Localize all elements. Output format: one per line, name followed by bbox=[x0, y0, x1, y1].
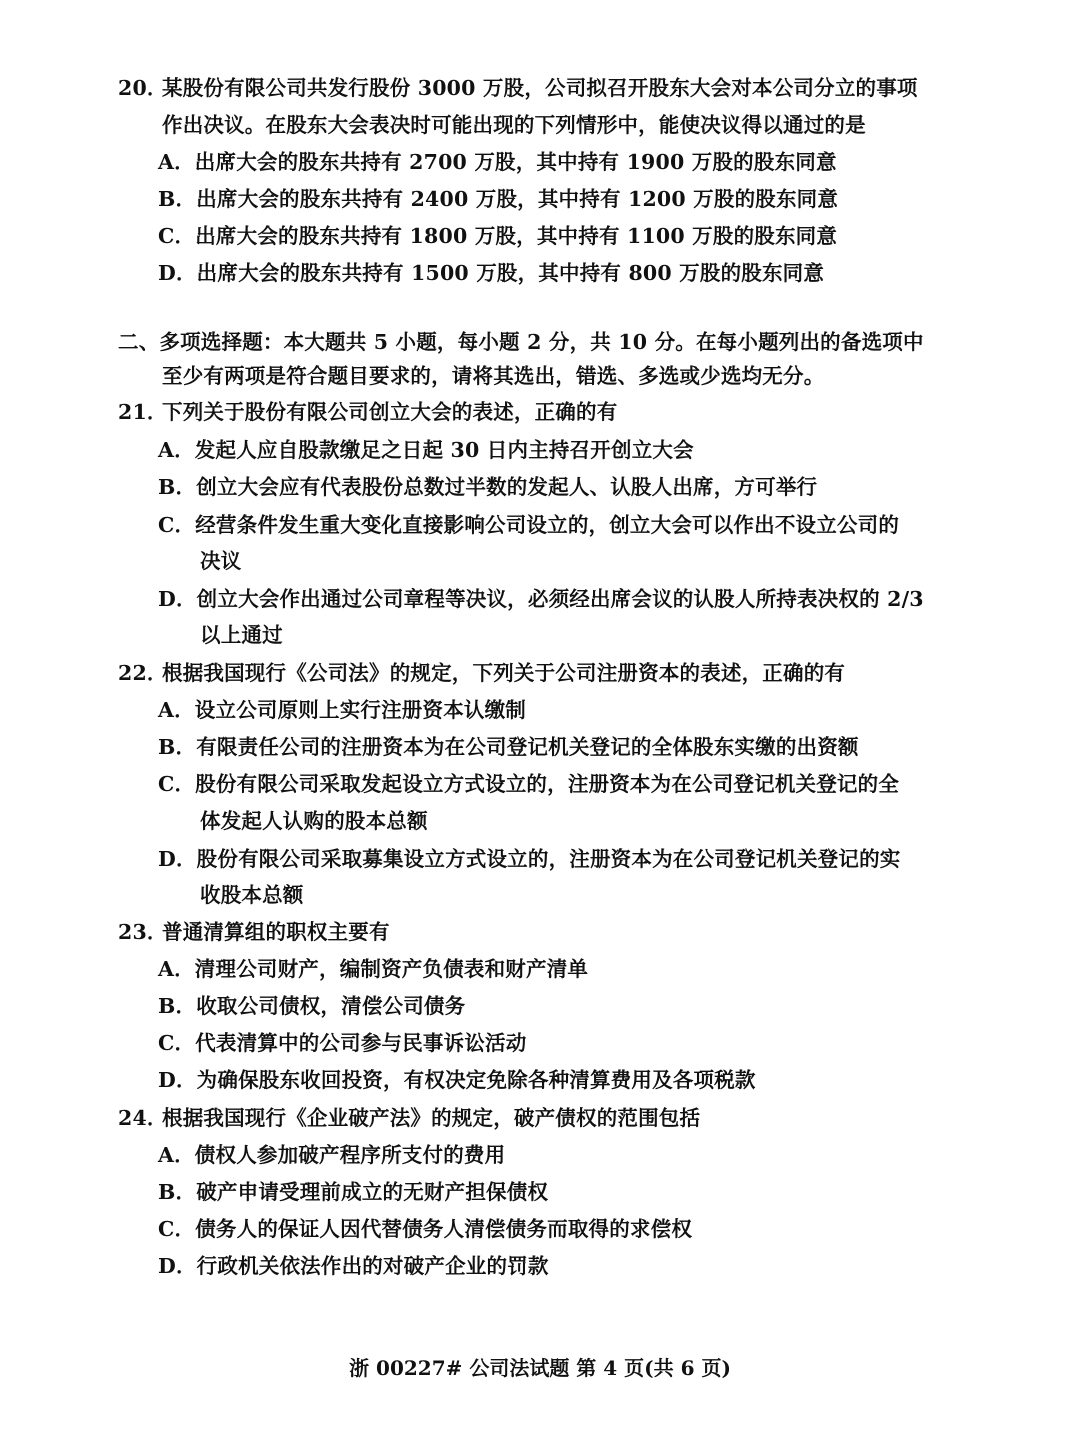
option-c: C．债务人的保证人因代替债务人清偿债务而取得的求偿权 bbox=[158, 1217, 693, 1241]
option-a: A．出席大会的股东共持有 2700 万股，其中持有 1900 万股的股东同意 bbox=[158, 150, 837, 174]
option-a: A．清理公司财产，编制资产负债表和财产清单 bbox=[158, 957, 589, 981]
option-a: A．发起人应自股款缴足之日起 30 日内主持召开创立大会 bbox=[158, 438, 694, 462]
option-a: A．债权人参加破产程序所支付的费用 bbox=[158, 1143, 506, 1167]
question-text-cont: 作出决议。在股东大会表决时可能出现的下列情形中，能使决议得以通过的是 bbox=[162, 113, 866, 137]
option-b: B．破产申请受理前成立的无财产担保债权 bbox=[158, 1180, 549, 1204]
question-text: 普通清算组的职权主要有 bbox=[162, 920, 390, 944]
option-c: C．股份有限公司采取发起设立方式设立的，注册资本为在公司登记机关登记的全 bbox=[158, 772, 900, 796]
option-d-cont: 以上通过 bbox=[200, 623, 283, 647]
option-d: D．创立大会作出通过公司章程等决议，必须经出席会议的认股人所持表决权的 2/3 bbox=[158, 587, 924, 611]
option-b: B．出席大会的股东共持有 2400 万股，其中持有 1200 万股的股东同意 bbox=[158, 187, 839, 211]
option-c-cont: 体发起人认购的股本总额 bbox=[200, 809, 428, 833]
option-c: C．经营条件发生重大变化直接影响公司设立的，创立大会可以作出不设立公司的 bbox=[158, 513, 900, 537]
option-d-cont: 收股本总额 bbox=[200, 883, 304, 907]
option-d: D．行政机关依法作出的对破产企业的罚款 bbox=[158, 1254, 549, 1278]
option-a: A．设立公司原则上实行注册资本认缴制 bbox=[158, 698, 527, 722]
question-number: 21． bbox=[118, 400, 168, 424]
option-d: D．为确保股东收回投资，有权决定免除各种清算费用及各项税款 bbox=[158, 1068, 756, 1092]
option-d: D．出席大会的股东共持有 1500 万股，其中持有 800 万股的股东同意 bbox=[158, 261, 825, 285]
question-number: 22． bbox=[118, 661, 168, 685]
option-c-cont: 决议 bbox=[200, 549, 242, 573]
option-b: B．有限责任公司的注册资本为在公司登记机关登记的全体股东实缴的出资额 bbox=[158, 735, 859, 759]
option-b: B．创立大会应有代表股份总数过半数的发起人、认股人出席，方可举行 bbox=[158, 475, 818, 499]
question-text: 某股份有限公司共发行股份 3000 万股，公司拟召开股东大会对本公司分立的事项 bbox=[162, 76, 918, 100]
option-c: C．出席大会的股东共持有 1800 万股，其中持有 1100 万股的股东同意 bbox=[158, 224, 838, 248]
page-footer: 浙 00227# 公司法试题 第 4 页(共 6 页) bbox=[349, 1356, 731, 1380]
question-number: 23． bbox=[118, 920, 168, 944]
question-number: 24． bbox=[118, 1106, 168, 1130]
section-heading: 二、多项选择题：本大题共 5 小题，每小题 2 分，共 10 分。在每小题列出的备选项中 bbox=[118, 330, 924, 354]
option-c: C．代表清算中的公司参与民事诉讼活动 bbox=[158, 1031, 527, 1055]
question-text: 下列关于股份有限公司创立大会的表述，正确的有 bbox=[162, 400, 618, 424]
question-number: 20． bbox=[118, 76, 168, 100]
option-d: D．股份有限公司采取募集设立方式设立的，注册资本为在公司登记机关登记的实 bbox=[158, 847, 901, 871]
section-heading-cont: 至少有两项是符合题目要求的，请将其选出，错选、多选或少选均无分。 bbox=[162, 364, 825, 388]
question-text: 根据我国现行《企业破产法》的规定，破产债权的范围包括 bbox=[162, 1106, 701, 1130]
option-b: B．收取公司债权，清偿公司债务 bbox=[158, 994, 466, 1018]
question-text: 根据我国现行《公司法》的规定，下列关于公司注册资本的表述，正确的有 bbox=[162, 661, 846, 685]
